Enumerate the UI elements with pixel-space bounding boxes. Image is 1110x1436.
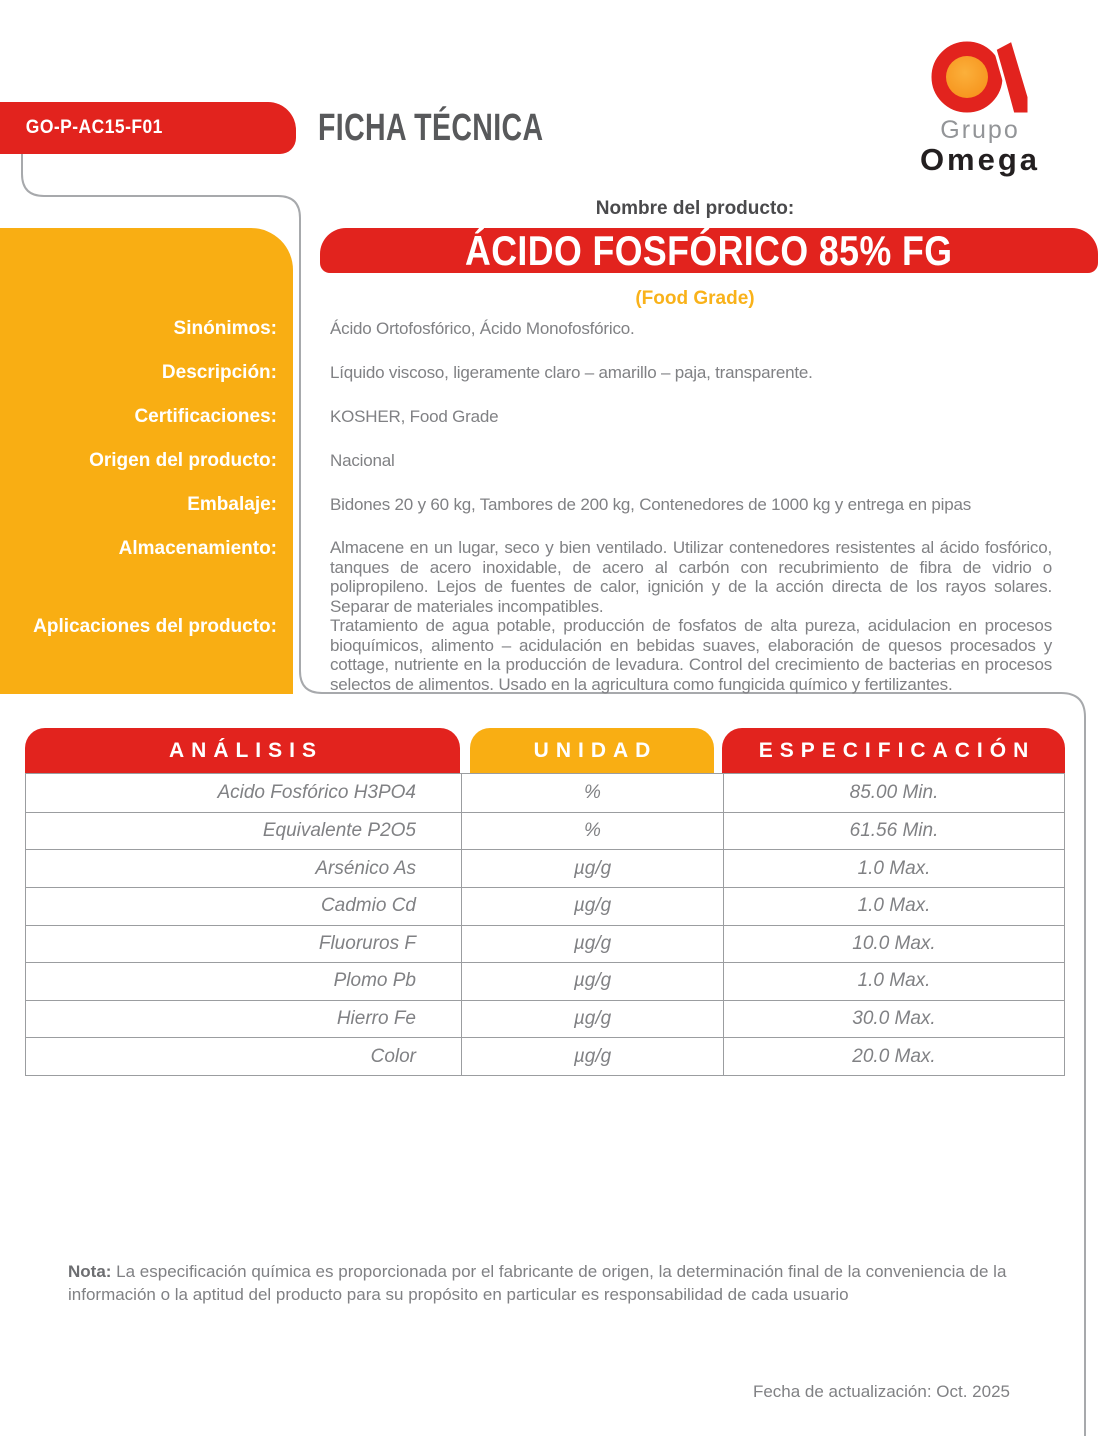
field-row-sinonimos bbox=[0, 318, 1052, 339]
field-value: Tratamiento de agua potable, producción de fosfatos de alta pureza, acidulacion en procesos bioquímicos, alimento – acidulación en bebidas suaves, elaboración de quesos procesados y cottage, nutriente en la producción de levadura. Control del crecimiento de bacterias en procesos selectos de alimentos. Usado en la agricultura como fungicida químico y fertilizantes. bbox=[330, 616, 1052, 694]
note-label: Nota: bbox=[68, 1262, 112, 1281]
table-cell-unidad: % bbox=[461, 774, 723, 812]
field-row-almacenamiento bbox=[0, 538, 1052, 616]
logo-text-omega: Omega bbox=[919, 142, 1041, 177]
field-value: KOSHER, Food Grade bbox=[330, 407, 499, 426]
table-cell-unidad: µg/g bbox=[461, 1037, 723, 1075]
table-cell-unidad: µg/g bbox=[461, 1000, 723, 1038]
table-cell-analisis: Hierro Fe bbox=[26, 1000, 461, 1038]
table-cell-analisis: Plomo Pb bbox=[26, 962, 461, 1000]
field-label: Almacenamiento: bbox=[118, 538, 277, 559]
field-value: Ácido Ortofosfórico, Ácido Monofosfórico. bbox=[330, 319, 635, 338]
document-code-tab bbox=[0, 102, 296, 154]
field-row-descripcion bbox=[0, 362, 1052, 383]
table-cell-especificacion: 30.0 Max. bbox=[723, 1000, 1064, 1038]
field-value: Almacene en un lugar, seco y bien ventilado. Utilizar contenedores resistentes al ácido fosfórico, tanques de acero inoxidable, de acero al carbón con recubrimiento de fibra de vidrio o polipropileno. Lejos de fuentes de calor, ignición y de la acción directa de los rayos solares. Separar de materiales incompatibles. bbox=[330, 538, 1052, 616]
company-logo bbox=[900, 30, 1060, 180]
field-label: Embalaje: bbox=[187, 494, 277, 515]
table-cell-unidad: µg/g bbox=[461, 962, 723, 1000]
table-cell-unidad: µg/g bbox=[461, 887, 723, 925]
analysis-table bbox=[25, 773, 1065, 1076]
field-label: Sinónimos: bbox=[173, 318, 277, 339]
field-row-certificaciones bbox=[0, 406, 1052, 427]
column-header-especificacion: ESPECIFICACIÓN bbox=[722, 728, 1065, 773]
table-cell-especificacion: 10.0 Max. bbox=[723, 925, 1064, 963]
product-fields bbox=[0, 318, 1052, 694]
table-cell-analisis: Cadmio Cd bbox=[26, 887, 461, 925]
document-code: GO-P-AC15-F01 bbox=[25, 117, 163, 138]
field-value: Bidones 20 y 60 kg, Tambores de 200 kg, Contenedores de 1000 kg y entrega en pipas bbox=[330, 495, 972, 514]
logo-mark-icon bbox=[915, 35, 1040, 120]
logo-text-grupo: Grupo bbox=[940, 116, 1020, 144]
product-name-label: Nombre del producto: bbox=[595, 198, 795, 219]
field-row-origen bbox=[0, 450, 1052, 471]
column-header-analisis: ANÁLISIS bbox=[25, 728, 460, 773]
table-cell-analisis: Fluoruros F bbox=[26, 925, 461, 963]
table-cell-especificacion: 61.56 Min. bbox=[723, 812, 1064, 850]
product-name-banner bbox=[320, 228, 1098, 273]
table-cell-especificacion: 20.0 Max. bbox=[723, 1037, 1064, 1075]
table-cell-unidad: % bbox=[461, 812, 723, 850]
field-row-embalaje bbox=[0, 494, 1052, 515]
table-cell-analisis: Acido Fosfórico H3PO4 bbox=[217, 781, 416, 803]
table-cell-especificacion: 1.0 Max. bbox=[723, 887, 1064, 925]
field-label: Descripción: bbox=[161, 362, 277, 383]
update-date: Fecha de actualización: Oct. 2025 bbox=[752, 1382, 1010, 1401]
page-title: FICHA TÉCNICA bbox=[318, 107, 544, 149]
field-row-aplicaciones bbox=[0, 616, 1052, 694]
field-label: Aplicaciones del producto: bbox=[33, 616, 277, 637]
table-cell-especificacion: 85.00 Min. bbox=[723, 774, 1064, 812]
analysis-table-headers bbox=[25, 728, 1065, 773]
product-name: ÁCIDO FOSFÓRICO 85% FG bbox=[465, 226, 953, 274]
field-value: Nacional bbox=[330, 451, 395, 470]
table-cell-unidad: µg/g bbox=[461, 925, 723, 963]
table-cell-especificacion: 1.0 Max. bbox=[723, 849, 1064, 887]
note-text: La especificación química es proporcionada por el fabricante de origen, la determinación final de la conveniencia de la información o la aptitud del producto para su propósito en particular es responsabilidad de cada usuario bbox=[68, 1262, 1007, 1304]
column-header-unidad: UNIDAD bbox=[470, 728, 714, 773]
table-cell-analisis: Color bbox=[26, 1037, 461, 1075]
table-cell-especificacion: 1.0 Max. bbox=[723, 962, 1064, 1000]
field-label: Certificaciones: bbox=[134, 406, 277, 427]
field-label: Origen del producto: bbox=[89, 450, 277, 471]
table-cell-analisis: Equivalente P2O5 bbox=[26, 812, 461, 850]
table-cell-unidad: µg/g bbox=[461, 849, 723, 887]
note bbox=[68, 1260, 1016, 1306]
product-grade: (Food Grade) bbox=[635, 288, 755, 309]
table-cell-analisis: Arsénico As bbox=[26, 849, 461, 887]
field-value: Líquido viscoso, ligeramente claro – amarillo – paja, transparente. bbox=[330, 363, 813, 382]
